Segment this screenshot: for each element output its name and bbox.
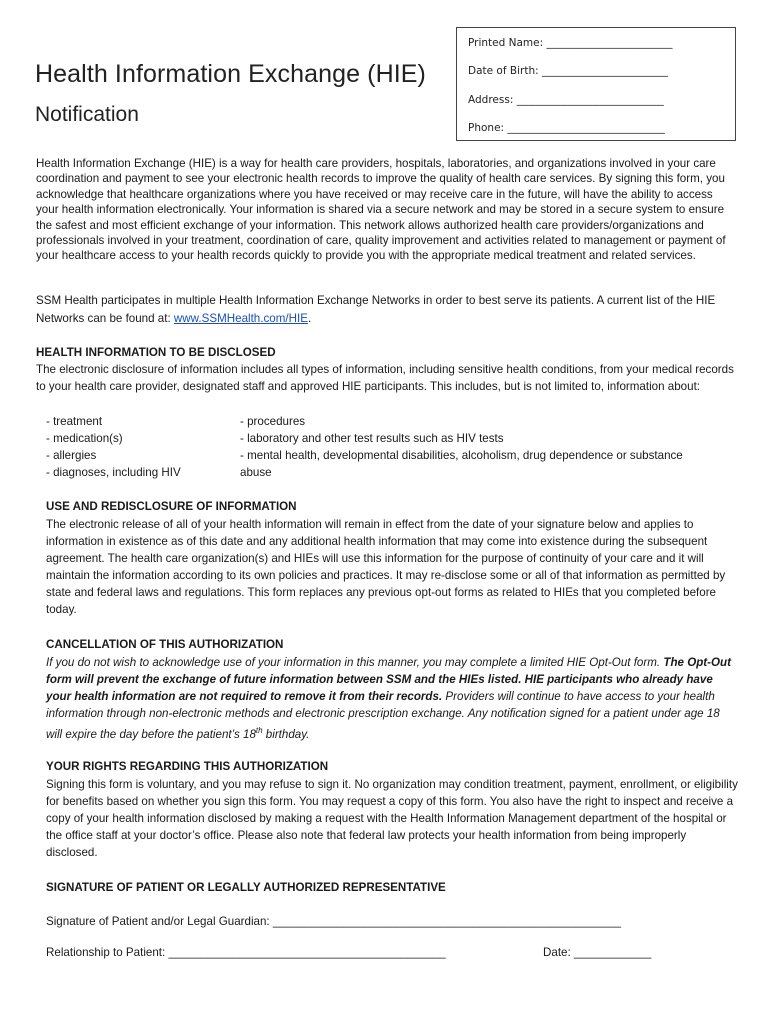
list-item: abuse — [240, 466, 272, 479]
list-item: - mental health, developmental disabilities, alcoholism, drug dependence or substance — [240, 449, 683, 462]
list-item: - procedures — [240, 415, 306, 428]
cancel-heading: CANCELLATION OF THIS AUTHORIZATION — [46, 638, 284, 651]
list-item: - allergies — [46, 449, 97, 462]
address-field[interactable]: Address: ____________________________ — [468, 94, 664, 106]
phone-field[interactable]: Phone: ______________________________ — [468, 122, 665, 134]
signature-field[interactable]: Signature of Patient and/or Legal Guardian: ______________________________________________________ — [46, 915, 622, 928]
printed-name-field[interactable]: Printed Name: ________________________ — [468, 37, 673, 49]
disclosed-list-left — [46, 413, 226, 481]
page-subtitle: Notification — [35, 103, 139, 126]
cancel-sup: th — [255, 726, 263, 735]
ssm-end: . — [307, 311, 312, 325]
cancel-italic-2: Providers will continue to have access to your health information through non-electronic methods and electronic prescription exchange. Any notification signed for a patient under age 18 will expire the day before the patient’s 18 — [46, 690, 720, 741]
disclosed-text: The electronic disclosure of information includes all types of information, including sensitive health conditions, from your medical records to your health care provider, designated staff and approved HIE participants. This includes, but is not limited to, information about: — [36, 363, 734, 393]
signature-heading: SIGNATURE OF PATIENT OR LEGALLY AUTHORIZED REPRESENTATIVE — [46, 881, 446, 894]
rights-heading: YOUR RIGHTS REGARDING THIS AUTHORIZATION — [46, 760, 329, 773]
disclosed-heading: HEALTH INFORMATION TO BE DISCLOSED — [36, 346, 276, 359]
list-item: - diagnoses, including HIV — [46, 466, 181, 479]
intro-paragraph: Health Information Exchange (HIE) is a way for health care providers, hospitals, laboratories, and organizations involved in your care coordination and payment to see your electronic health records to improve the quality of health care services. By signing this form, you acknowledge that healthcare organizations where you have received or may receive care in the future, will have the ability to access your health information electronically. Your information is shared via a secure network and may be stored in a secure system to ensure the safest and most efficient exchange of your information. This network allows authorized health care providers/organizations and professionals involved in your treatment, coordination of care, quality improvement and activities related to management or payment of your healthcare access to your health records quickly to provide you with the appropriate medical treatment and related services. — [36, 157, 726, 263]
hie-networks-link[interactable]: www.SSMHealth.com/HIE — [173, 311, 308, 325]
cancel-italic-1: If you do not wish to acknowledge use of your information in this manner, you may complete a limited HIE Opt-Out form. — [46, 656, 661, 669]
use-text: The electronic release of all of your health information will remain in effect from the date of your signature below and applies to information in existence as of this date and any additional health information that may come into existence during the subsequent agreement. The health care organization(s) and HIEs will use this information for the purpose of continuity of your care and it will maintain the information according to its own policies and practices. It may re-disclose some or all of that information as permitted by state and federal laws and regulations. This form replaces any previous opt-out forms as related to HIEs that you completed before today. — [46, 518, 726, 616]
list-item: - medication(s) — [46, 432, 123, 445]
cancel-bold: The Opt-Out form will prevent the exchange of future information between SSM and the HIEs listed. HIE participants who already have your health information are not required to remove it from their records. — [46, 656, 731, 703]
list-item: - laboratory and other test results such as HIV tests — [240, 432, 504, 445]
cancel-italic-3: birthday. — [262, 727, 310, 741]
disclosed-list-right — [240, 413, 740, 481]
list-item: - treatment — [46, 415, 103, 428]
date-of-birth-field[interactable]: Date of Birth: ________________________ — [468, 65, 668, 77]
patient-info-box — [456, 27, 736, 141]
page-title: Health Information Exchange (HIE) — [35, 60, 426, 88]
relationship-field[interactable]: Relationship to Patient: ___________________________________________ — [46, 946, 446, 959]
ssm-paragraph — [36, 292, 738, 327]
rights-text: Signing this form is voluntary, and you may refuse to sign it. No organization may condition treatment, payment, enrollment, or eligibility for benefits based on whether you sign this form. You may request a copy of this form. You also have the right to inspect and receive a copy of your health information disclosed by making a request with the Health Information Management department of the hospital or the office staff at your doctor’s office. Please also note that federal law protects your health information from being improperly disclosed. — [46, 778, 738, 859]
use-heading: USE AND REDISCLOSURE OF INFORMATION — [46, 500, 297, 513]
cancel-text — [46, 654, 738, 743]
date-field[interactable]: Date: ____________ — [543, 946, 652, 959]
ssm-text: SSM Health participates in multiple Health Information Exchange Networks in order to best serve its patients. A current list of the HIE Networks can be found at: — [36, 294, 716, 325]
